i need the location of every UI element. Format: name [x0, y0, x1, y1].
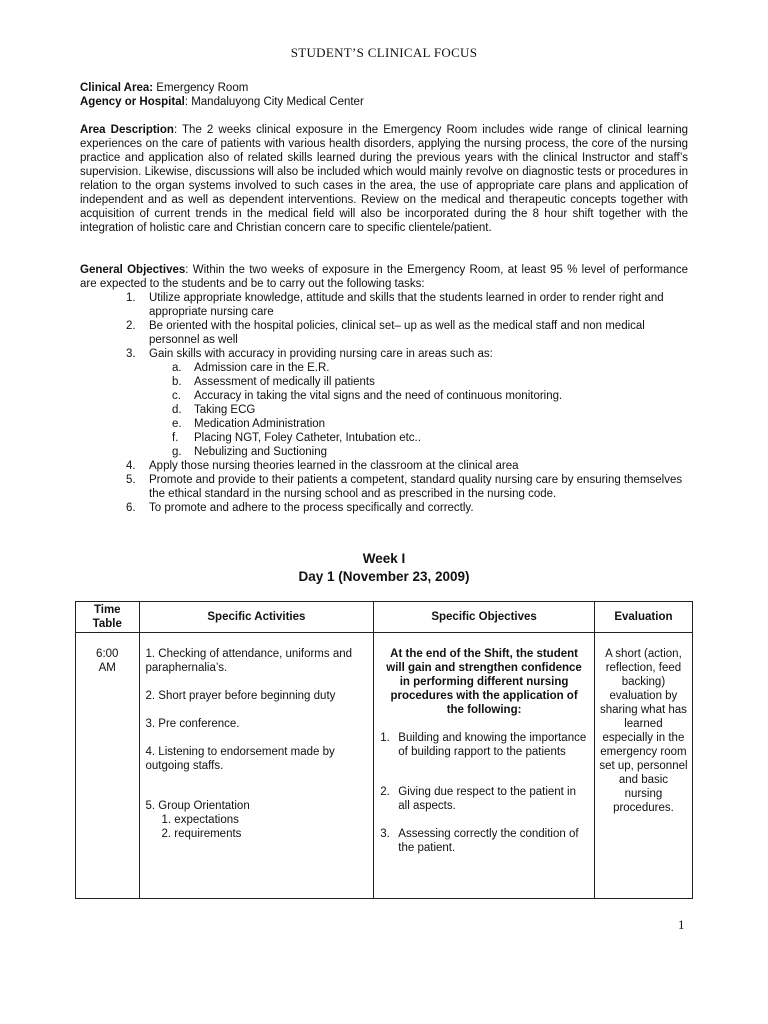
sub-list-item: e. Medication Administration — [172, 418, 326, 430]
column-header-time: Time Table — [76, 602, 140, 633]
table-header-row — [76, 602, 693, 633]
header-info — [80, 81, 690, 109]
activity-item: 1. Checking of attendance, uniforms and paraphernalia’s. — [145, 648, 353, 674]
column-header-objectives: Specific Objectives — [374, 602, 595, 633]
list-item: 5. Promote and provide to their patients a competent, standard quality nursing care by ensuring themselves the ethical standard in the nursing school and as prescribed in the nursing code. — [126, 474, 683, 500]
objectives-list — [80, 291, 690, 515]
general-objectives — [80, 263, 688, 291]
objective-item: 1. Building and knowing the importance of building rapport to the patients — [380, 732, 587, 758]
page-number: 1 — [678, 917, 685, 932]
area-description-label: Area Description — [80, 124, 174, 136]
list-item: 6. To promote and adhere to the process specifically and correctly. — [126, 502, 474, 514]
sub-list-item: a. Admission care in the E.R. — [172, 362, 330, 374]
activity-item: 2. Short prayer before beginning duty — [145, 690, 336, 702]
activity-item: 3. Pre conference. — [145, 718, 240, 730]
list-item: 2. Be oriented with the hospital policies, clinical set– up as well as the medical staff and non medical personnel as well — [126, 320, 645, 346]
column-header-evaluation: Evaluation — [594, 602, 692, 633]
list-item: 1. Utilize appropriate knowledge, attitude and skills that the students learned in order to render right and appropriate nursing care — [126, 292, 664, 318]
column-header-activities: Specific Activities — [139, 602, 374, 633]
objective-item: 2. Giving due respect to the patient in all aspects. — [380, 786, 577, 812]
sub-list-item: d. Taking ECG — [172, 404, 256, 416]
general-objectives-text: : Within the two weeks of exposure in the Emergency Room, at least 95 % level of performance are expected to the students and be to carry out the following tasks: — [80, 264, 688, 290]
time-cell: 6:00 AM — [76, 633, 140, 899]
clinical-area-value: Emergency Room — [153, 82, 249, 94]
activity-item: 4. Listening to endorsement made by outgoing staffs. — [145, 746, 335, 772]
sub-list-item: b. Assessment of medically ill patients — [172, 376, 375, 388]
activity-subitem: 1. expectations — [161, 814, 239, 826]
agency-label: Agency or Hospital — [80, 96, 185, 108]
sub-list-item: f. Placing NGT, Foley Catheter, Intubation etc.. — [172, 432, 421, 444]
area-description-text: : The 2 weeks clinical exposure in the Emergency Room includes wide range of clinical learning experiences on the care of patients with various health disorders, applying the nursing process, the core of the nursing practice and application also of related skills learned during the previous years with the clinical Instructor and staff’s supervision. Likewise, discussions will also be included which would mainly revolve on diagnostic tests or procedures in relation to the organ systems involved to such cases in the area, the use of appropriate care plans and application of independent and as well as dependent interventions. Review on the medical and therapeutic concepts together with acquisition of current trends in the medical field will also be incorporated during the 8 hour shift together with the integration of holistic care and Christian concern care to specific clientele/patient. — [80, 124, 688, 234]
list-item: 4. Apply those nursing theories learned in the classroom at the clinical area — [126, 460, 519, 472]
clinical-area-line — [80, 81, 690, 95]
day-title: Day 1 (November 23, 2009) — [298, 569, 470, 584]
general-objectives-label: General Objectives — [80, 264, 186, 276]
agency-line — [80, 95, 690, 109]
objective-item: 3. Assessing correctly the condition of the patient. — [380, 828, 579, 854]
activity-item: 5. Group Orientation — [145, 800, 250, 812]
sub-list-item: g. Nebulizing and Suctioning — [172, 446, 327, 458]
table-row — [76, 633, 693, 899]
schedule-table — [75, 601, 693, 899]
objectives-lead: At the end of the Shift, the student will gain and strengthen confidence in performing different nursing procedures with the application of the following: — [386, 648, 582, 716]
document-title: STUDENT’S CLINICAL FOCUS — [290, 45, 478, 60]
activities-cell — [139, 633, 374, 899]
list-item: 3. Gain skills with accuracy in providing nursing care in areas such as: — [126, 348, 493, 360]
objectives-cell — [374, 633, 595, 899]
agency-value: : Mandaluyong City Medical Center — [184, 96, 364, 108]
week-title: Week I — [362, 551, 406, 566]
activity-subitem: 2. requirements — [161, 828, 242, 840]
area-description — [80, 123, 688, 235]
clinical-area-label: Clinical Area: — [80, 82, 154, 94]
evaluation-cell: A short (action, reflection, feed backing) evaluation by sharing what has learned especially in the emergency room set up, personnel and basic nursing procedures. — [594, 633, 692, 899]
sub-list-item: c. Accuracy in taking the vital signs and the need of continuous monitoring. — [172, 390, 563, 402]
